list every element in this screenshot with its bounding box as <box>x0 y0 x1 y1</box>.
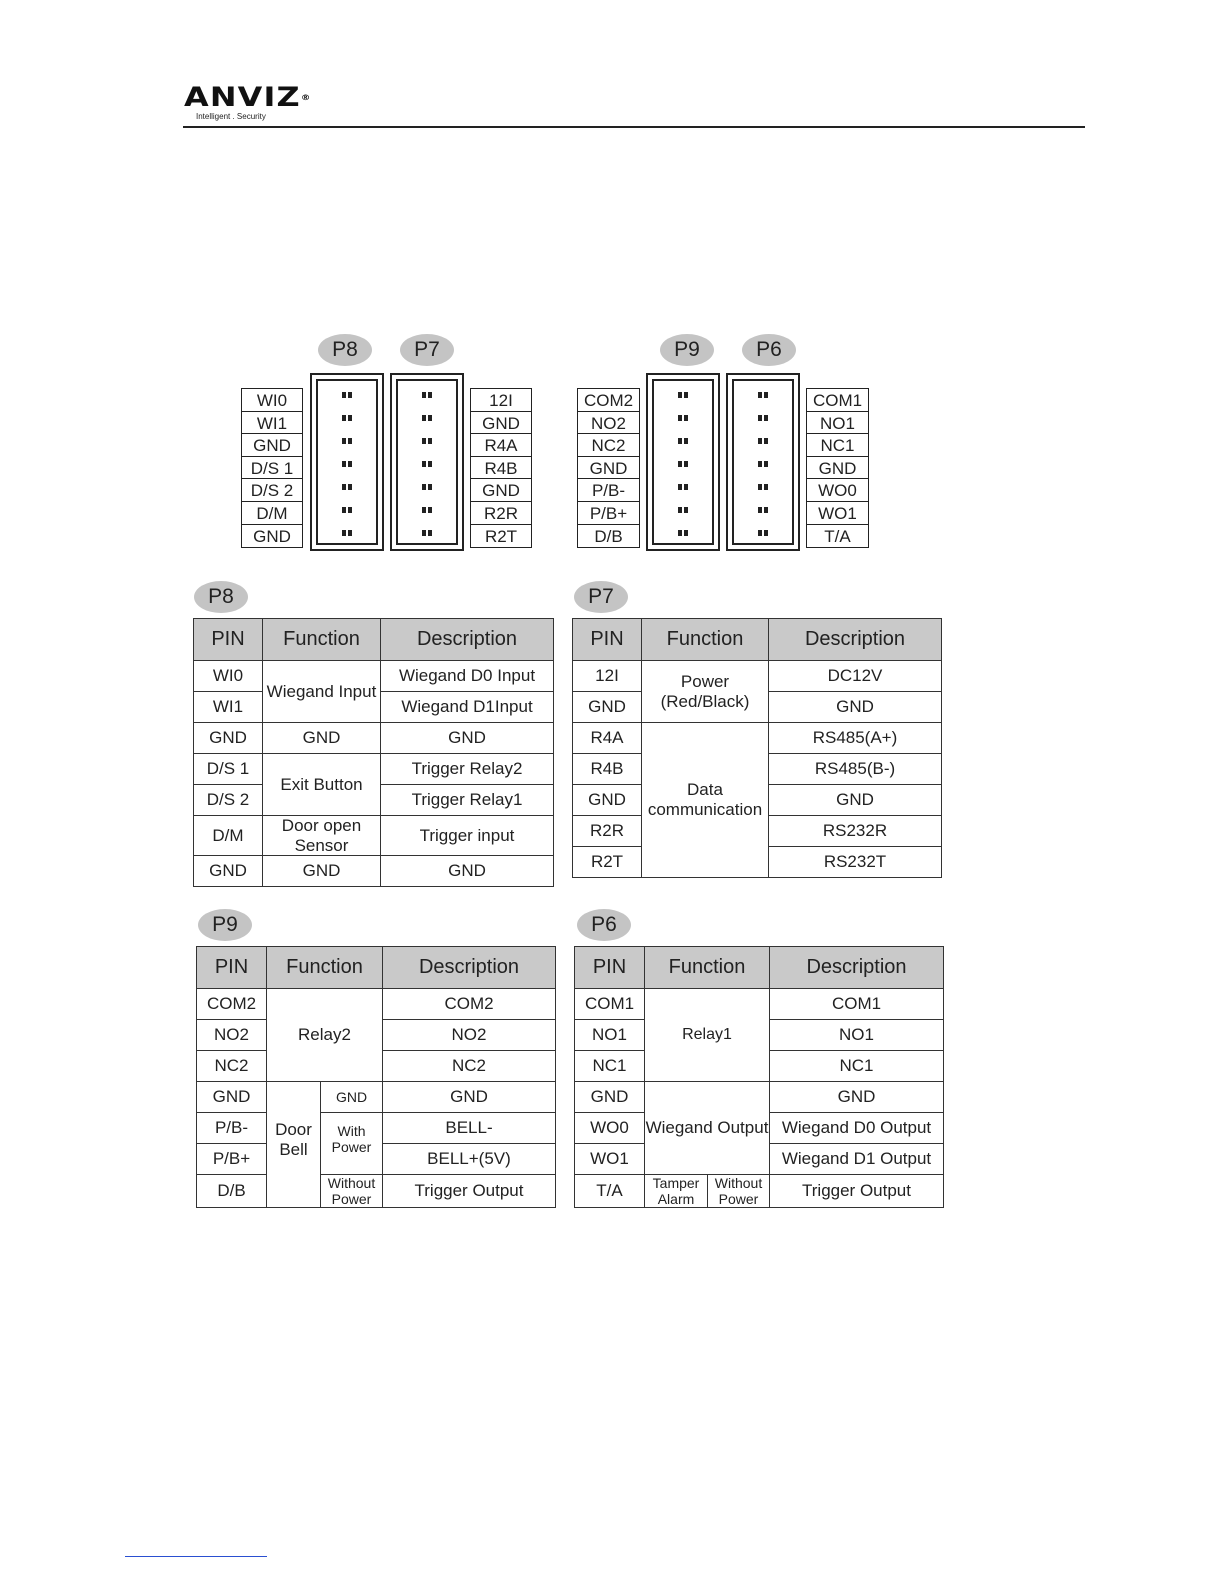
pin-contact <box>678 461 688 467</box>
pin-cell: R2T <box>573 847 642 878</box>
brand-tagline: Intelligent . Security <box>196 112 266 121</box>
pin-label: GND <box>471 479 531 502</box>
description-cell: Trigger Output <box>383 1175 556 1208</box>
pin-cell: D/S 2 <box>194 785 263 816</box>
description-cell: GND <box>769 785 942 816</box>
pin-contact <box>422 484 432 490</box>
pin-labels-p7 <box>470 388 532 548</box>
pin-label: D/S 2 <box>242 479 302 502</box>
pin-label: D/S 1 <box>242 457 302 480</box>
pin-contact <box>422 415 432 421</box>
pin-cell: R2R <box>573 816 642 847</box>
pin-contact <box>678 507 688 513</box>
column-header-function: Function <box>263 619 381 661</box>
pin-label: R4A <box>471 434 531 457</box>
pin-labels-p6 <box>806 388 869 548</box>
pin-table-p8 <box>193 618 554 887</box>
pin-label: T/A <box>824 526 851 546</box>
pin-table-p6 <box>574 946 944 1208</box>
pin-contact <box>422 392 432 398</box>
pin-contact <box>678 415 688 421</box>
pin-label: WI0 <box>242 389 302 412</box>
function-cell: GND <box>263 723 381 754</box>
connector-p6 <box>726 373 800 551</box>
registered-mark: ® <box>300 93 312 102</box>
pin-cell: P/B- <box>197 1113 267 1144</box>
connector-badge-p9: P9 <box>660 334 714 366</box>
connector-badge-p8: P8 <box>318 334 372 366</box>
pin-label: GND <box>242 434 302 457</box>
table-header-row <box>575 947 944 989</box>
pin-contact <box>758 438 768 444</box>
column-header-description: Description <box>769 619 942 661</box>
column-header-pin: PIN <box>197 947 267 989</box>
pin-cell: T/A <box>575 1175 645 1208</box>
function-cell: Relay2 <box>267 989 383 1082</box>
description-cell: Trigger input <box>381 816 554 856</box>
pin-contact <box>342 461 352 467</box>
pin-label: COM1 <box>807 389 868 412</box>
connector-p9 <box>646 373 720 551</box>
pin-labels-p9 <box>577 388 640 548</box>
pin-label: 12I <box>471 389 531 412</box>
pin-contact <box>422 438 432 444</box>
pin-cell: GND <box>197 1082 267 1113</box>
description-cell: Wiegand D0 Input <box>381 661 554 692</box>
pin-cell: COM1 <box>575 989 645 1020</box>
pin-contact <box>758 415 768 421</box>
pin-cell: NO2 <box>197 1020 267 1051</box>
pin-label: NO1 <box>807 412 868 435</box>
table-row <box>194 816 554 856</box>
column-header-description: Description <box>770 947 944 989</box>
description-cell: Wiegand D1Input <box>381 692 554 723</box>
description-cell: GND <box>383 1082 556 1113</box>
pin-table-p7 <box>572 618 942 878</box>
description-cell: Trigger Output <box>770 1175 944 1208</box>
connector-badge-p6: P6 <box>742 334 796 366</box>
brand-logo <box>184 82 312 122</box>
column-header-function: Function <box>642 619 769 661</box>
pin-label: GND <box>807 457 868 480</box>
pin-contact <box>342 507 352 513</box>
table-header-row <box>197 947 556 989</box>
column-header-description: Description <box>381 619 554 661</box>
table-row <box>575 1082 944 1113</box>
function-cell: Relay1 <box>645 989 770 1082</box>
function-cell: Data communication <box>642 723 769 878</box>
description-cell: RS485(A+) <box>769 723 942 754</box>
table-row <box>194 661 554 692</box>
pin-cell: NC2 <box>197 1051 267 1082</box>
table-row <box>197 989 556 1020</box>
pin-label: WO0 <box>807 479 868 502</box>
column-header-function: Function <box>645 947 770 989</box>
description-cell: GND <box>770 1082 944 1113</box>
pin-cell: GND <box>575 1082 645 1113</box>
pin-cell: R4B <box>573 754 642 785</box>
pin-cell: GND <box>194 856 263 887</box>
connector-p8 <box>310 373 384 551</box>
description-cell: Wiegand D0 Output <box>770 1113 944 1144</box>
pin-label: D/M <box>242 502 302 525</box>
pin-contact <box>758 507 768 513</box>
description-cell: Wiegand D1 Output <box>770 1144 944 1175</box>
pin-label: COM2 <box>578 389 639 412</box>
pin-cell: GND <box>194 723 263 754</box>
table-row <box>194 856 554 887</box>
pin-contact <box>342 438 352 444</box>
pin-label: GND <box>578 457 639 480</box>
description-cell: GND <box>381 856 554 887</box>
function-cell: Wiegand Output <box>645 1082 770 1175</box>
header-divider <box>183 126 1085 128</box>
table-badge-p7: P7 <box>574 581 628 613</box>
table-badge-p8: P8 <box>194 581 248 613</box>
description-cell: GND <box>381 723 554 754</box>
pin-cell: P/B+ <box>197 1144 267 1175</box>
description-cell: RS485(B-) <box>769 754 942 785</box>
pin-label: R2R <box>471 502 531 525</box>
pin-cell: NO1 <box>575 1020 645 1051</box>
pin-label: NC2 <box>578 434 639 457</box>
pin-cell: NC1 <box>575 1051 645 1082</box>
description-cell: RS232R <box>769 816 942 847</box>
table-row <box>194 754 554 785</box>
pin-table-p9 <box>196 946 556 1208</box>
pin-contact <box>342 530 352 536</box>
table-header-row <box>573 619 942 661</box>
description-cell: COM2 <box>383 989 556 1020</box>
pin-label: WO1 <box>807 502 868 525</box>
pin-cell: 12I <box>573 661 642 692</box>
pin-contact <box>758 392 768 398</box>
pin-contact <box>678 530 688 536</box>
description-cell: COM1 <box>770 989 944 1020</box>
brand-name <box>184 84 311 112</box>
table-row <box>575 1175 944 1208</box>
connector-p7 <box>390 373 464 551</box>
pin-label: R2T <box>484 526 518 546</box>
description-cell: NO2 <box>383 1020 556 1051</box>
function-cell: Door Bell <box>267 1082 321 1208</box>
pin-contact <box>342 484 352 490</box>
description-cell: BELL+(5V) <box>383 1144 556 1175</box>
pin-label: R4B <box>471 457 531 480</box>
pin-cell: D/S 1 <box>194 754 263 785</box>
description-cell: DC12V <box>769 661 942 692</box>
function-cell: Power (Red/Black) <box>642 661 769 723</box>
table-badge-p6: P6 <box>577 909 631 941</box>
description-cell: Trigger Relay2 <box>381 754 554 785</box>
function-cell: GND <box>263 856 381 887</box>
function-cell: Wiegand Input <box>263 661 381 723</box>
pin-cell: D/B <box>197 1175 267 1208</box>
function-subcell: With Power <box>321 1113 383 1175</box>
pin-contact <box>422 461 432 467</box>
table-row <box>573 661 942 692</box>
description-cell: Trigger Relay1 <box>381 785 554 816</box>
pin-label: P/B+ <box>578 502 639 525</box>
table-row <box>573 723 942 754</box>
pin-label: GND <box>253 526 291 546</box>
pin-cell: R4A <box>573 723 642 754</box>
description-cell: NC2 <box>383 1051 556 1082</box>
function-cell: Door open Sensor <box>263 816 381 856</box>
pin-label: WI1 <box>242 412 302 435</box>
pin-cell: GND <box>573 785 642 816</box>
pin-cell: COM2 <box>197 989 267 1020</box>
table-row <box>194 723 554 754</box>
pin-cell: WI0 <box>194 661 263 692</box>
pin-cell: D/M <box>194 816 263 856</box>
pin-label: NO2 <box>578 412 639 435</box>
pin-cell: WO0 <box>575 1113 645 1144</box>
pin-label: GND <box>471 412 531 435</box>
column-header-pin: PIN <box>194 619 263 661</box>
column-header-pin: PIN <box>575 947 645 989</box>
pin-label: P/B- <box>578 479 639 502</box>
connector-badge-p7: P7 <box>400 334 454 366</box>
pin-contact <box>758 530 768 536</box>
description-cell: RS232T <box>769 847 942 878</box>
pin-cell: WI1 <box>194 692 263 723</box>
table-row <box>575 989 944 1020</box>
pin-contact <box>678 484 688 490</box>
function-subcell: Without Power <box>708 1175 770 1208</box>
pin-label: D/B <box>594 526 623 546</box>
pin-contact <box>342 415 352 421</box>
table-row <box>197 1175 556 1208</box>
column-header-description: Description <box>383 947 556 989</box>
pin-contact <box>422 530 432 536</box>
pin-contact <box>422 507 432 513</box>
function-subcell: Without Power <box>321 1175 383 1208</box>
column-header-function: Function <box>267 947 383 989</box>
column-header-pin: PIN <box>573 619 642 661</box>
description-cell: NO1 <box>770 1020 944 1051</box>
description-cell: GND <box>769 692 942 723</box>
table-row <box>197 1113 556 1144</box>
pin-cell: WO1 <box>575 1144 645 1175</box>
function-subcell: GND <box>321 1082 383 1113</box>
description-cell: BELL- <box>383 1113 556 1144</box>
pin-contact <box>758 484 768 490</box>
description-cell: NC1 <box>770 1051 944 1082</box>
pin-labels-p8 <box>241 388 303 548</box>
pin-contact <box>758 461 768 467</box>
pin-contact <box>678 438 688 444</box>
pin-label: NC1 <box>807 434 868 457</box>
pin-contact <box>342 392 352 398</box>
pin-contact <box>678 392 688 398</box>
function-cell: Exit Button <box>263 754 381 816</box>
table-row <box>197 1082 556 1113</box>
table-header-row <box>194 619 554 661</box>
pin-cell: GND <box>573 692 642 723</box>
footer-link-underline <box>125 1556 267 1557</box>
table-badge-p9: P9 <box>198 909 252 941</box>
function-subcell: Tamper Alarm <box>645 1175 708 1208</box>
brand-text: ANVIZ <box>184 82 301 113</box>
